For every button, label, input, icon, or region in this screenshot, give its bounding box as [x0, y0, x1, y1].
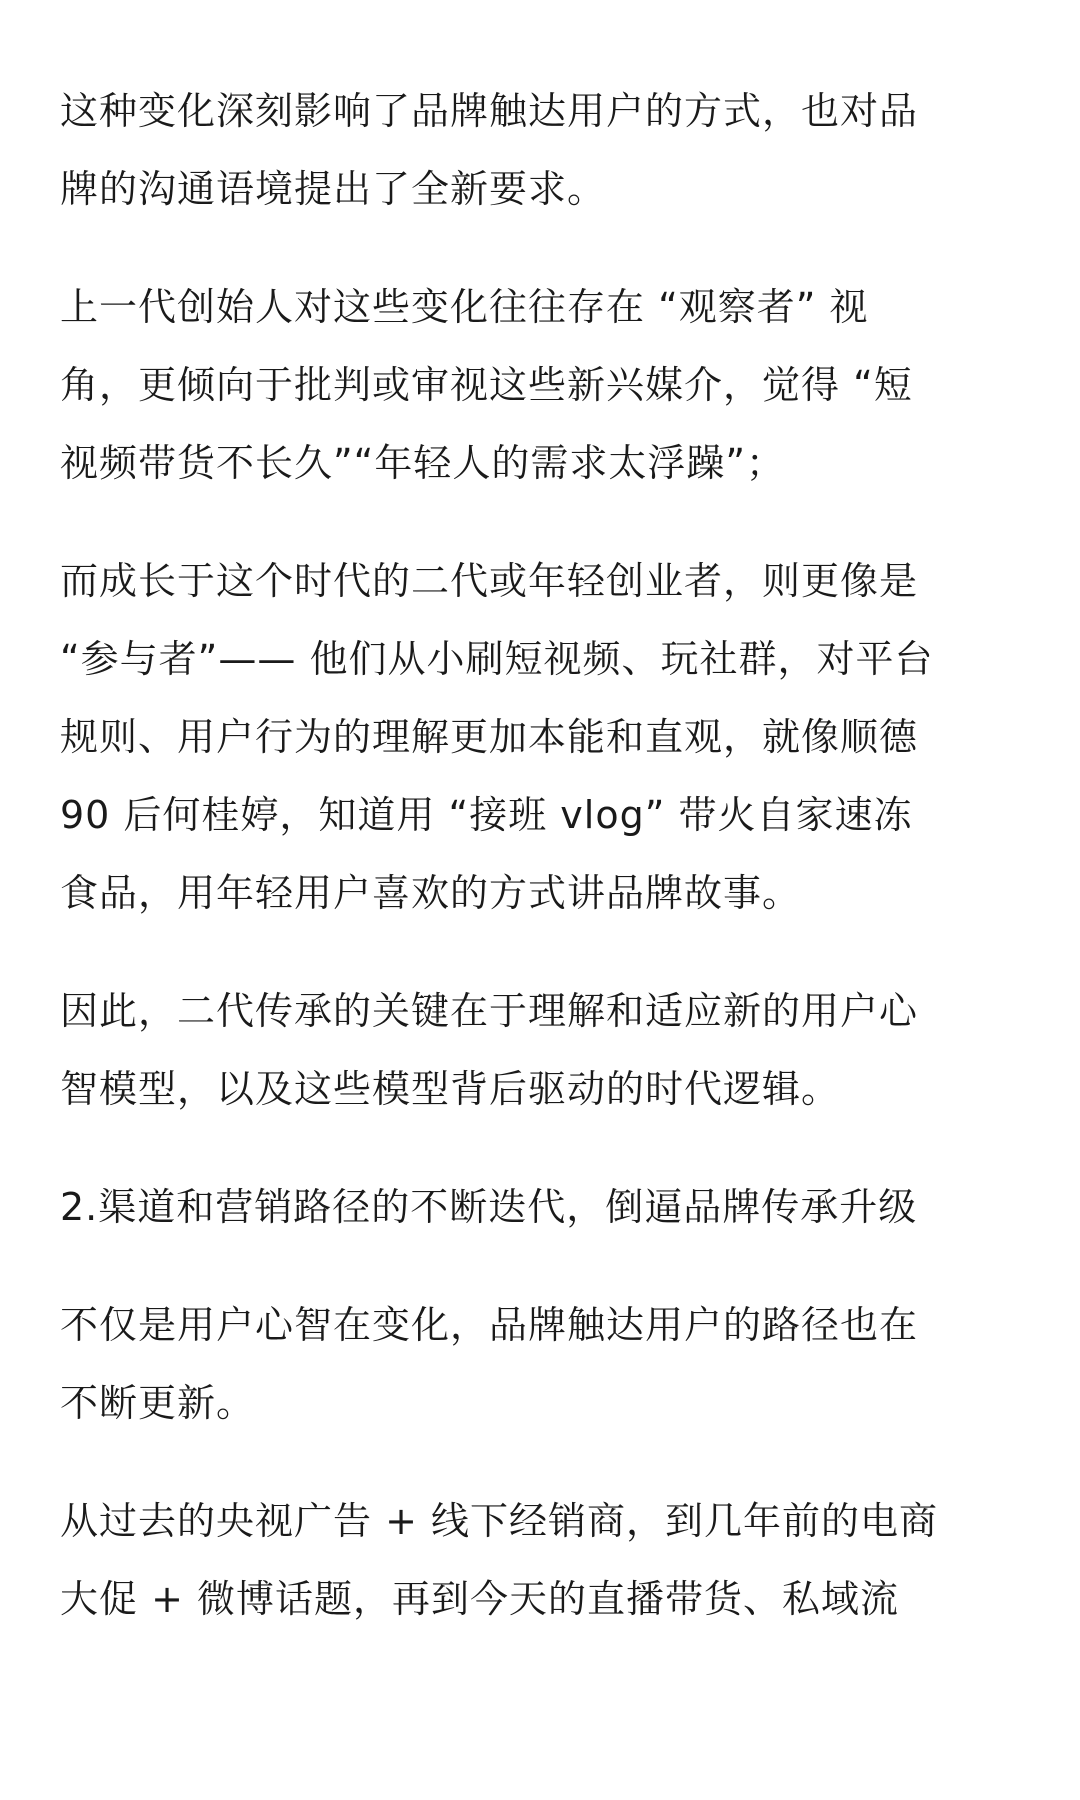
paragraph-channel-history: 从过去的央视广告 + 线下经销商，到几年前的电商 大促 + 微博话题，再到今天的直播带货、私域流	[60, 1499, 939, 1621]
article-body	[60, 72, 1020, 1678]
paragraph-succession-key: 因此，二代传承的关键在于理解和适应新的用户心 智模型，以及这些模型背后驱动的时代逻辑。	[60, 989, 919, 1111]
paragraph-paths-updating: 不仅是用户心智在变化，品牌触达用户的路径也在 不断更新。	[60, 1303, 919, 1425]
section-heading-channels: 2.渠道和营销路径的不断迭代，倒逼品牌传承升级	[60, 1185, 918, 1229]
paragraph-media-impact: 这种变化深刻影响了品牌触达用户的方式，也对品 牌的沟通语境提出了全新要求。	[60, 89, 919, 211]
paragraph-young-entrepreneurs: 而成长于这个时代的二代或年轻创业者，则更像是 “参与者”—— 他们从小刷短视频、玩社群，对平台 规则、用户行为的理解更加本能和直观，就像顺德 90 后何桂婷，知道用 “接班 vlog” 带火自家速冻 食品，用年轻用户喜欢的方式讲品牌故事。	[60, 559, 934, 915]
paragraph-previous-generation: 上一代创始人对这些变化往往存在 “观察者” 视 角，更倾向于批判或审视这些新兴媒介，觉得 “短 视频带货不长久”“年轻人的需求太浮躁”；	[60, 285, 913, 485]
